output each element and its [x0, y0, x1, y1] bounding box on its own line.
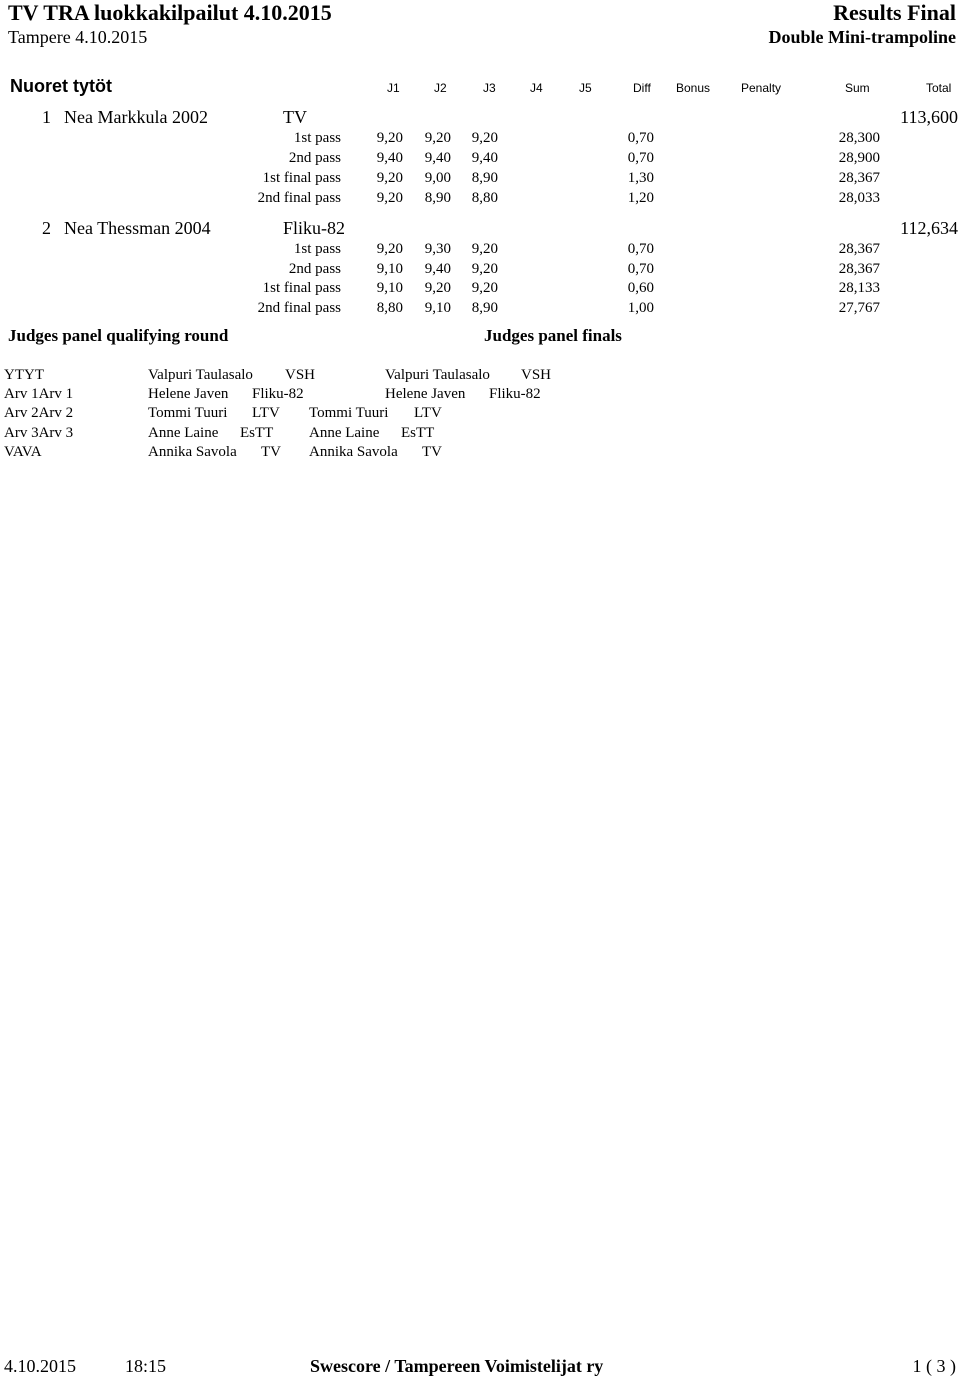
athlete-rank: 1	[42, 107, 51, 127]
pass-j1: 9,40	[376, 150, 403, 166]
judge-qual-club: EsTT	[240, 425, 274, 441]
pass-label: 2nd final pass	[257, 190, 341, 206]
judge-final-name: Tommi Tuuri	[309, 405, 389, 421]
col-header-j3: J3	[483, 81, 496, 95]
judge-role: Arv 3Arv 3	[4, 425, 74, 441]
pass-diff: 0,60	[627, 280, 654, 296]
athlete-name: Nea Markkula 2002	[64, 107, 208, 127]
pass-diff: 1,30	[627, 170, 654, 186]
pass-diff: 0,70	[627, 150, 654, 166]
footer-time: 18:15	[125, 1356, 167, 1376]
judge-final-name: Anne Laine	[309, 425, 380, 441]
pass-j3: 9,20	[471, 241, 498, 257]
pass-j2: 9,00	[424, 170, 451, 186]
judge-role: VAVA	[4, 444, 42, 460]
pass-label: 1st final pass	[262, 170, 341, 186]
pass-diff: 0,70	[627, 261, 654, 277]
pass-j2: 9,20	[424, 280, 451, 296]
judge-final-name: Annika Savola	[309, 444, 398, 460]
judge-qual-name: Anne Laine	[148, 425, 219, 441]
judge-role: Arv 1Arv 1	[4, 386, 74, 402]
pass-j2: 9,20	[424, 130, 451, 146]
pass-label: 1st final pass	[262, 280, 341, 296]
judge-qual-club: VSH	[285, 367, 316, 383]
athlete-total: 113,600	[900, 107, 958, 127]
judge-final-club: EsTT	[401, 425, 435, 441]
judge-qual-name: Annika Savola	[148, 444, 237, 460]
pass-diff: 0,70	[627, 130, 654, 146]
pass-j3: 8,90	[471, 300, 498, 316]
judge-final-club: TV	[422, 444, 442, 460]
pass-sum: 28,367	[838, 241, 880, 257]
col-header-j5: J5	[579, 81, 592, 95]
pass-j3: 9,20	[471, 261, 498, 277]
category-title: Nuoret tytöt	[10, 76, 112, 96]
pass-label: 2nd final pass	[257, 300, 341, 316]
pass-sum: 28,133	[838, 280, 880, 296]
pass-j2: 9,10	[424, 300, 451, 316]
judge-qual-club: Fliku-82	[252, 386, 304, 402]
pass-sum: 28,367	[838, 170, 880, 186]
judge-role: YTYT	[4, 367, 44, 383]
pass-sum: 28,033	[838, 190, 880, 206]
competition-subtitle: Tampere 4.10.2015	[8, 27, 148, 47]
pass-j2: 9,30	[424, 241, 451, 257]
pass-j1: 8,80	[376, 300, 403, 316]
judge-final-club: Fliku-82	[489, 386, 541, 402]
pass-j3: 9,20	[471, 280, 498, 296]
judge-qual-club: TV	[261, 444, 281, 460]
col-header-sum: Sum	[845, 81, 870, 95]
pass-j2: 9,40	[424, 150, 451, 166]
pass-diff: 0,70	[627, 241, 654, 257]
pass-j1: 9,10	[376, 280, 403, 296]
col-header-bonus: Bonus	[676, 81, 711, 95]
judge-final-club: LTV	[414, 405, 442, 421]
competition-title: TV TRA luokkakilpailut 4.10.2015	[8, 0, 332, 25]
pass-j3: 9,20	[471, 130, 498, 146]
pass-j3: 8,80	[471, 190, 498, 206]
pass-j2: 9,40	[424, 261, 451, 277]
judge-final-name: Valpuri Taulasalo	[385, 367, 490, 383]
pass-diff: 1,00	[627, 300, 654, 316]
judge-final-club: VSH	[521, 367, 552, 383]
athlete-name: Nea Thessman 2004	[64, 218, 211, 238]
pass-j1: 9,10	[376, 261, 403, 277]
judge-qual-name: Valpuri Taulasalo	[148, 367, 253, 383]
judge-qual-name: Tommi Tuuri	[148, 405, 228, 421]
pass-j3: 9,40	[471, 150, 498, 166]
col-header-j4: J4	[530, 81, 543, 95]
pass-j3: 8,90	[471, 170, 498, 186]
judge-qual-club: LTV	[252, 405, 280, 421]
athlete-club: Fliku-82	[283, 218, 346, 238]
judges-finals-heading: Judges panel finals	[484, 326, 622, 345]
pass-label: 1st pass	[293, 241, 341, 257]
pass-sum: 28,367	[838, 261, 880, 277]
pass-label: 1st pass	[293, 130, 341, 146]
col-header-j2: J2	[434, 81, 447, 95]
col-header-penalty: Penalty	[741, 81, 782, 95]
pass-j1: 9,20	[376, 241, 403, 257]
footer-software: Swescore / Tampereen Voimistelijat ry	[310, 1356, 604, 1376]
col-header-total: Total	[926, 81, 952, 95]
pass-sum: 27,767	[838, 300, 880, 316]
results-label: Results Final	[833, 0, 956, 25]
discipline-label: Double Mini-trampoline	[768, 27, 956, 47]
judge-qual-name: Helene Javen	[148, 386, 229, 402]
judge-role: Arv 2Arv 2	[4, 405, 74, 421]
pass-j1: 9,20	[376, 170, 403, 186]
pass-sum: 28,300	[838, 130, 880, 146]
judge-final-name: Helene Javen	[385, 386, 466, 402]
pass-j2: 8,90	[424, 190, 451, 206]
pass-j1: 9,20	[376, 130, 403, 146]
col-header-diff: Diff	[633, 81, 651, 95]
footer-date: 4.10.2015	[4, 1356, 76, 1376]
pass-diff: 1,20	[627, 190, 654, 206]
athlete-club: TV	[283, 107, 307, 127]
athlete-rank: 2	[42, 218, 51, 238]
pass-label: 2nd pass	[288, 261, 341, 277]
footer-page-number: 1 ( 3 )	[912, 1356, 956, 1376]
col-header-j1: J1	[387, 81, 400, 95]
athlete-total: 112,634	[900, 218, 958, 238]
pass-label: 2nd pass	[288, 150, 341, 166]
pass-j1: 9,20	[376, 190, 403, 206]
judges-qualifying-heading: Judges panel qualifying round	[8, 326, 229, 345]
pass-sum: 28,900	[838, 150, 880, 166]
